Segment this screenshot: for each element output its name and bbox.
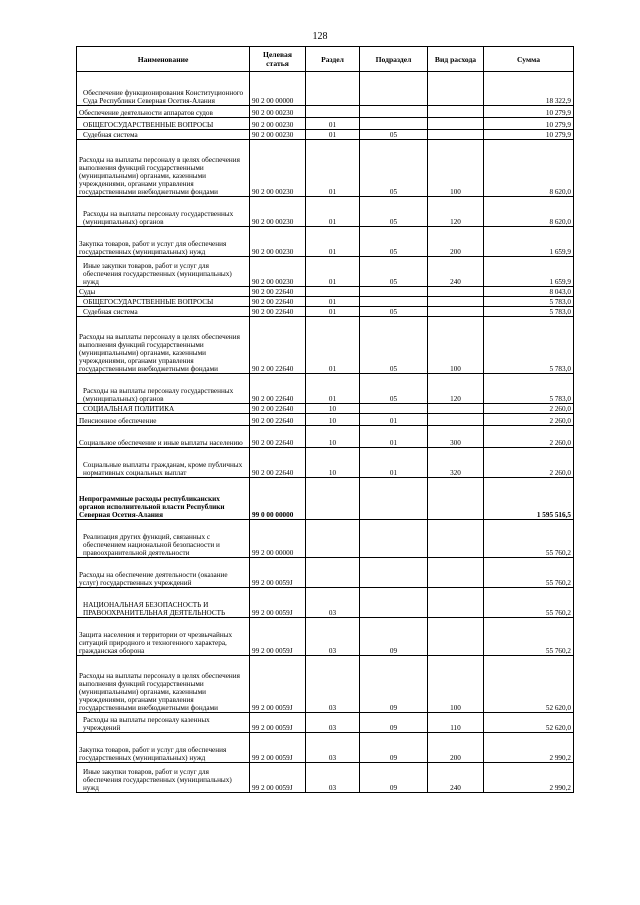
table-row <box>77 140 574 197</box>
row-section-cell <box>306 478 360 520</box>
row-expense-type-cell: 240 <box>428 257 484 287</box>
table-row <box>77 118 574 130</box>
row-section-cell: 01 <box>306 227 360 257</box>
row-expense-type-cell: 100 <box>428 317 484 374</box>
row-name-cell: Суды <box>77 287 250 297</box>
row-section-cell: 10 <box>306 426 360 448</box>
row-code-cell: 90 2 00 22640 <box>250 404 306 414</box>
row-name-cell: Судебная система <box>77 130 250 140</box>
row-name-cell: НАЦИОНАЛЬНАЯ БЕЗОПАСНОСТЬ И ПРАВООХРАНИТЕЛЬНАЯ ДЕЯТЕЛЬНОСТЬ <box>77 588 250 618</box>
row-section-cell: 10 <box>306 448 360 478</box>
row-subsection-cell: 05 <box>360 257 428 287</box>
row-code-cell: 90 2 00 00230 <box>250 257 306 287</box>
row-subsection-cell <box>360 404 428 414</box>
row-name-cell: ОБЩЕГОСУДАРСТВЕННЫЕ ВОПРОСЫ <box>77 297 250 307</box>
row-expense-type-cell <box>428 130 484 140</box>
row-amount-cell: 8 620,0 <box>484 197 574 227</box>
row-amount-cell: 18 322,9 <box>484 72 574 106</box>
row-amount-cell: 8 620,0 <box>484 140 574 197</box>
row-code-cell: 90 2 00 00230 <box>250 106 306 118</box>
row-amount-cell: 52 620,0 <box>484 713 574 733</box>
row-subsection-cell: 05 <box>360 227 428 257</box>
row-name-cell: Расходы на выплаты персоналу в целях обеспечения выполнения функций государственными (муниципальными) органами, казенными учреждениями, органами управления государственными внебюджетными фондами <box>77 140 250 197</box>
row-code-cell: 90 2 00 22640 <box>250 426 306 448</box>
row-section-cell: 01 <box>306 374 360 404</box>
row-amount-cell: 2 260,0 <box>484 448 574 478</box>
row-section-cell: 01 <box>306 307 360 317</box>
row-amount-cell: 55 760,2 <box>484 588 574 618</box>
row-name-cell: Закупка товаров, работ и услуг для обеспечения государственных (муниципальных) нужд <box>77 733 250 763</box>
row-subsection-cell <box>360 478 428 520</box>
row-expense-type-cell <box>428 307 484 317</box>
table-row <box>77 448 574 478</box>
table-row <box>77 287 574 297</box>
row-name-cell: Обеспечение функционирования Конституционного Суда Республики Северная Осетия-Алания <box>77 72 250 106</box>
row-name-cell: Расходы на выплаты персоналу в целях обеспечения выполнения функций государственными (муниципальными) органами, казенными учреждениями, органами управления государственными внебюджетными фондами <box>77 317 250 374</box>
row-section-cell: 03 <box>306 713 360 733</box>
row-name-cell: Расходы на выплаты персоналу государственных (муниципальных) органов <box>77 374 250 404</box>
header-name: Наименование <box>77 47 250 72</box>
table-row <box>77 297 574 307</box>
row-name-cell: Реализация других функций, связанных с обеспечением национальной безопасности и правоохранительной деятельности <box>77 520 250 558</box>
table-row <box>77 763 574 793</box>
row-section-cell: 03 <box>306 656 360 713</box>
row-amount-cell: 55 760,2 <box>484 558 574 588</box>
row-subsection-cell <box>360 297 428 307</box>
table-row <box>77 656 574 713</box>
row-amount-cell: 2 260,0 <box>484 414 574 426</box>
row-section-cell: 01 <box>306 130 360 140</box>
row-expense-type-cell: 200 <box>428 733 484 763</box>
row-section-cell <box>306 287 360 297</box>
row-amount-cell: 5 783,0 <box>484 374 574 404</box>
row-amount-cell: 55 760,2 <box>484 618 574 656</box>
row-amount-cell: 10 279,9 <box>484 118 574 130</box>
row-subsection-cell <box>360 287 428 297</box>
row-expense-type-cell <box>428 72 484 106</box>
row-section-cell: 01 <box>306 118 360 130</box>
table-header-row <box>77 47 574 72</box>
row-expense-type-cell <box>428 118 484 130</box>
row-code-cell: 90 2 00 22640 <box>250 307 306 317</box>
row-code-cell: 90 2 00 00230 <box>250 197 306 227</box>
row-section-cell: 03 <box>306 733 360 763</box>
row-subsection-cell: 05 <box>360 130 428 140</box>
row-subsection-cell <box>360 558 428 588</box>
row-expense-type-cell: 300 <box>428 426 484 448</box>
row-subsection-cell: 01 <box>360 448 428 478</box>
row-name-cell: Непрограммные расходы республиканских органов исполнительной власти Республики Северная Осетия-Алания <box>77 478 250 520</box>
row-subsection-cell: 09 <box>360 713 428 733</box>
row-code-cell: 99 2 00 0059J <box>250 733 306 763</box>
header-code: Целевая статья <box>250 47 306 72</box>
row-code-cell: 99 2 00 0059J <box>250 558 306 588</box>
row-code-cell: 99 2 00 0059J <box>250 588 306 618</box>
row-expense-type-cell <box>428 588 484 618</box>
row-expense-type-cell: 320 <box>428 448 484 478</box>
row-code-cell: 90 2 00 00000 <box>250 72 306 106</box>
row-name-cell: Социальное обеспечение и иные выплаты населению <box>77 426 250 448</box>
row-code-cell: 90 2 00 22640 <box>250 297 306 307</box>
row-subsection-cell <box>360 588 428 618</box>
table-row <box>77 733 574 763</box>
row-amount-cell: 10 279,9 <box>484 130 574 140</box>
row-code-cell: 99 2 00 0059J <box>250 763 306 793</box>
row-name-cell: Социальные выплаты гражданам, кроме публичных нормативных социальных выплат <box>77 448 250 478</box>
row-name-cell: Расходы на выплаты персоналу в целях обеспечения выполнения функций государственными (муниципальными) органами, казенными учреждениями, органами управления государственными внебюджетными фондами <box>77 656 250 713</box>
row-section-cell <box>306 72 360 106</box>
row-code-cell: 90 2 00 00230 <box>250 130 306 140</box>
row-section-cell: 10 <box>306 414 360 426</box>
row-subsection-cell: 05 <box>360 307 428 317</box>
row-expense-type-cell <box>428 478 484 520</box>
row-name-cell: Закупка товаров, работ и услуг для обеспечения государственных (муниципальных) нужд <box>77 227 250 257</box>
row-amount-cell: 2 260,0 <box>484 404 574 414</box>
row-subsection-cell: 05 <box>360 317 428 374</box>
row-expense-type-cell <box>428 414 484 426</box>
row-subsection-cell <box>360 72 428 106</box>
row-section-cell <box>306 106 360 118</box>
row-code-cell: 99 2 00 0059J <box>250 656 306 713</box>
row-subsection-cell: 09 <box>360 656 428 713</box>
row-amount-cell: 2 990,2 <box>484 733 574 763</box>
table-row <box>77 404 574 414</box>
table-row <box>77 72 574 106</box>
row-expense-type-cell: 120 <box>428 197 484 227</box>
row-expense-type-cell <box>428 404 484 414</box>
row-section-cell: 03 <box>306 618 360 656</box>
table-body <box>77 72 574 793</box>
table-row <box>77 307 574 317</box>
header-subsection: Подраздел <box>360 47 428 72</box>
table-row <box>77 130 574 140</box>
row-name-cell: Расходы на обеспечение деятельности (оказание услуг) государственных учреждений <box>77 558 250 588</box>
row-expense-type-cell <box>428 106 484 118</box>
table-row <box>77 478 574 520</box>
row-expense-type-cell <box>428 297 484 307</box>
row-amount-cell: 52 620,0 <box>484 656 574 713</box>
row-code-cell: 90 2 00 00230 <box>250 118 306 130</box>
row-expense-type-cell: 200 <box>428 227 484 257</box>
row-amount-cell: 5 783,0 <box>484 307 574 317</box>
row-name-cell: Защита населения и территории от чрезвычайных ситуаций природного и техногенного характера, гражданская оборона <box>77 618 250 656</box>
row-amount-cell: 8 043,0 <box>484 287 574 297</box>
table-row <box>77 558 574 588</box>
row-amount-cell: 1 659,9 <box>484 257 574 287</box>
row-amount-cell: 5 783,0 <box>484 317 574 374</box>
row-code-cell: 99 0 00 00000 <box>250 478 306 520</box>
row-code-cell: 99 2 00 0059J <box>250 618 306 656</box>
table-row <box>77 618 574 656</box>
row-section-cell <box>306 520 360 558</box>
row-name-cell: Иные закупки товаров, работ и услуг для обеспечения государственных (муниципальных) нужд <box>77 763 250 793</box>
row-subsection-cell <box>360 520 428 558</box>
row-subsection-cell: 05 <box>360 197 428 227</box>
row-name-cell: Пенсионное обеспечение <box>77 414 250 426</box>
table-row <box>77 426 574 448</box>
row-section-cell: 10 <box>306 404 360 414</box>
row-amount-cell: 55 760,2 <box>484 520 574 558</box>
row-subsection-cell: 01 <box>360 414 428 426</box>
row-name-cell: Расходы на выплаты персоналу казенных учреждений <box>77 713 250 733</box>
row-amount-cell: 10 279,9 <box>484 106 574 118</box>
table-row <box>77 317 574 374</box>
row-subsection-cell <box>360 118 428 130</box>
table-row <box>77 227 574 257</box>
row-section-cell: 01 <box>306 140 360 197</box>
table-row <box>77 713 574 733</box>
row-name-cell: Иные закупки товаров, работ и услуг для обеспечения государственных (муниципальных) нужд <box>77 257 250 287</box>
budget-table <box>76 46 574 793</box>
row-subsection-cell: 01 <box>360 426 428 448</box>
row-section-cell: 03 <box>306 763 360 793</box>
row-amount-cell: 1 595 516,5 <box>484 478 574 520</box>
row-expense-type-cell <box>428 287 484 297</box>
table-row <box>77 257 574 287</box>
header-section: Раздел <box>306 47 360 72</box>
table-row <box>77 106 574 118</box>
table-row <box>77 588 574 618</box>
row-code-cell: 99 2 00 00000 <box>250 520 306 558</box>
table-row <box>77 414 574 426</box>
header-expense-type: Вид расхода <box>428 47 484 72</box>
row-expense-type-cell: 240 <box>428 763 484 793</box>
row-subsection-cell: 09 <box>360 618 428 656</box>
row-code-cell: 90 2 00 00230 <box>250 140 306 197</box>
page-number: 128 <box>312 31 328 42</box>
row-name-cell: СОЦИАЛЬНАЯ ПОЛИТИКА <box>77 404 250 414</box>
row-expense-type-cell <box>428 520 484 558</box>
row-amount-cell: 1 659,9 <box>484 227 574 257</box>
row-expense-type-cell: 100 <box>428 140 484 197</box>
table-row <box>77 374 574 404</box>
row-section-cell: 03 <box>306 588 360 618</box>
row-name-cell: Обеспечение деятельности аппаратов судов <box>77 106 250 118</box>
row-name-cell: Судебная система <box>77 307 250 317</box>
row-subsection-cell: 05 <box>360 374 428 404</box>
row-code-cell: 90 2 00 22640 <box>250 448 306 478</box>
row-subsection-cell: 05 <box>360 140 428 197</box>
row-expense-type-cell: 120 <box>428 374 484 404</box>
row-subsection-cell <box>360 106 428 118</box>
row-amount-cell: 2 260,0 <box>484 426 574 448</box>
row-amount-cell: 5 783,0 <box>484 297 574 307</box>
row-expense-type-cell <box>428 558 484 588</box>
row-name-cell: Расходы на выплаты персоналу государственных (муниципальных) органов <box>77 197 250 227</box>
row-section-cell: 01 <box>306 257 360 287</box>
row-code-cell: 90 2 00 22640 <box>250 317 306 374</box>
row-subsection-cell: 09 <box>360 763 428 793</box>
row-code-cell: 90 2 00 22640 <box>250 414 306 426</box>
row-amount-cell: 2 990,2 <box>484 763 574 793</box>
row-section-cell <box>306 558 360 588</box>
row-code-cell: 90 2 00 00230 <box>250 227 306 257</box>
row-name-cell: ОБЩЕГОСУДАРСТВЕННЫЕ ВОПРОСЫ <box>77 118 250 130</box>
row-section-cell: 01 <box>306 317 360 374</box>
row-expense-type-cell <box>428 618 484 656</box>
row-code-cell: 90 2 00 22640 <box>250 374 306 404</box>
row-code-cell: 90 2 00 22640 <box>250 287 306 297</box>
row-code-cell: 99 2 00 0059J <box>250 713 306 733</box>
table-row <box>77 520 574 558</box>
row-section-cell: 01 <box>306 197 360 227</box>
row-section-cell: 01 <box>306 297 360 307</box>
header-amount: Сумма <box>484 47 574 72</box>
row-expense-type-cell: 110 <box>428 713 484 733</box>
row-expense-type-cell: 100 <box>428 656 484 713</box>
row-subsection-cell: 09 <box>360 733 428 763</box>
table-row <box>77 197 574 227</box>
